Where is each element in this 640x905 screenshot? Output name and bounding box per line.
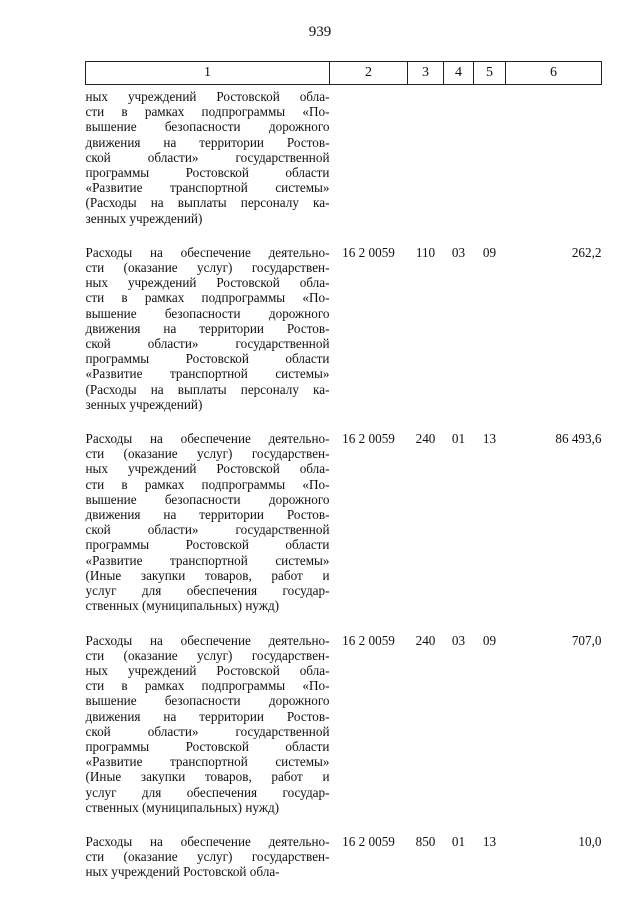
subsection-code (474, 85, 506, 236)
description-line: программы Ростовской области (85, 738, 330, 754)
column-header: 5 (474, 62, 506, 85)
expense-type-code: 850 (415, 833, 436, 849)
description-line: услуг для обеспечения государ- (85, 784, 330, 800)
description-line: программы Ростовской области (85, 165, 330, 181)
description-line: (Расходы на выплаты персоналу ка- (85, 195, 330, 211)
description-line: вышение безопасности дорожного (85, 119, 330, 135)
subsection-code: 13 (482, 431, 497, 447)
amount-value (506, 85, 602, 236)
description-line: вышение безопасности дорожного (85, 491, 330, 507)
description-line: ных учреждений Ростовской обла- (85, 275, 330, 291)
description-line: сти (оказание услуг) государствен- (85, 647, 330, 663)
description-line: ных учреждений Ростовской обла- (85, 461, 330, 477)
subsection-code: 09 (482, 632, 497, 648)
amount-value: 86 493,6 (555, 431, 602, 447)
budget-table (85, 61, 602, 890)
description-line: сти в рамках подпрограммы «По- (85, 476, 330, 492)
description-line: ственных (муниципальных) нужд) (85, 598, 280, 614)
table-body (86, 85, 602, 890)
subsection-code: 09 (482, 244, 497, 260)
description-line: сти (оказание услуг) государствен- (85, 446, 330, 462)
target-article-code: 16 2 0059 (342, 431, 395, 447)
description-line: вышение безопасности дорожного (85, 305, 330, 321)
description-line: Расходы на обеспечение деятельно- (85, 833, 330, 849)
section-code: 01 (451, 833, 466, 849)
description-line: «Развитие транспортной системы» (85, 754, 330, 770)
amount-value: 707,0 (571, 632, 602, 648)
column-header: 6 (506, 62, 602, 85)
description-line: (Иные закупки товаров, работ и (85, 769, 330, 785)
description-line: ской области» государственной (85, 149, 330, 165)
expense-type-code: 240 (415, 632, 436, 648)
expense-type-code (408, 85, 444, 236)
target-article-code: 16 2 0059 (342, 244, 395, 260)
column-header: 1 (86, 62, 330, 85)
description-line: (Иные закупки товаров, работ и (85, 567, 330, 583)
description-line: «Развитие транспортной системы» (85, 180, 330, 196)
section-code: 03 (451, 632, 466, 648)
section-code (444, 85, 474, 236)
column-header: 3 (408, 62, 444, 85)
row-description (86, 624, 330, 825)
row-description (86, 236, 330, 422)
description-line: услуг для обеспечения государ- (85, 583, 330, 599)
description-line: программы Ростовской области (85, 351, 330, 367)
target-article-code (330, 85, 408, 236)
table-row (86, 825, 602, 890)
description-line: программы Ростовской области (85, 537, 330, 553)
description-line: движения на территории Ростов- (85, 320, 330, 336)
page-number: 939 (308, 24, 332, 40)
description-line: ных учреждений Ростовской обла- (85, 864, 280, 880)
description-line: сти (оказание услуг) государствен- (85, 849, 330, 865)
description-line: ных учреждений Ростовской обла- (85, 89, 330, 104)
description-line: Расходы на обеспечение деятельно- (85, 632, 330, 648)
column-header: 2 (330, 62, 408, 85)
table-row (86, 422, 602, 623)
description-line: ственных (муниципальных) нужд) (85, 799, 280, 815)
column-header: 4 (444, 62, 474, 85)
expense-type-code: 240 (415, 431, 436, 447)
table-header-row (86, 62, 602, 85)
description-line: (Расходы на выплаты персоналу ка- (85, 381, 330, 397)
description-line: «Развитие транспортной системы» (85, 552, 330, 568)
description-line: сти в рамках подпрограммы «По- (85, 290, 330, 306)
section-code: 03 (451, 244, 466, 260)
target-article-code: 16 2 0059 (342, 632, 395, 648)
row-description (86, 85, 330, 236)
description-line: ных учреждений Ростовской обла- (85, 662, 330, 678)
description-line: сти (оказание услуг) государствен- (85, 260, 330, 276)
subsection-code: 13 (482, 833, 497, 849)
description-line: вышение безопасности дорожного (85, 693, 330, 709)
expense-type-code: 110 (415, 244, 436, 260)
row-description (86, 825, 330, 890)
target-article-code: 16 2 0059 (342, 833, 395, 849)
amount-value: 262,2 (571, 244, 602, 260)
description-line: сти в рамках подпрограммы «По- (85, 104, 330, 120)
table-row (86, 236, 602, 422)
description-line: движения на территории Ростов- (85, 708, 330, 724)
description-line: зенных учреждений) (85, 210, 203, 226)
description-line: движения на территории Ростов- (85, 134, 330, 150)
description-line: Расходы на обеспечение деятельно- (85, 244, 330, 260)
description-line: сти в рамках подпрограммы «По- (85, 678, 330, 694)
amount-value: 10,0 (578, 833, 602, 849)
description-line: ской области» государственной (85, 336, 330, 352)
section-code: 01 (451, 431, 466, 447)
table-row (86, 85, 602, 236)
description-line: Расходы на обеспечение деятельно- (85, 431, 330, 447)
description-line: ской области» государственной (85, 723, 330, 739)
description-line: «Развитие транспортной системы» (85, 366, 330, 382)
description-line: зенных учреждений) (85, 396, 203, 412)
table-row (86, 624, 602, 825)
description-line: движения на территории Ростов- (85, 507, 330, 523)
row-description (86, 422, 330, 623)
description-line: ской области» государственной (85, 522, 330, 538)
